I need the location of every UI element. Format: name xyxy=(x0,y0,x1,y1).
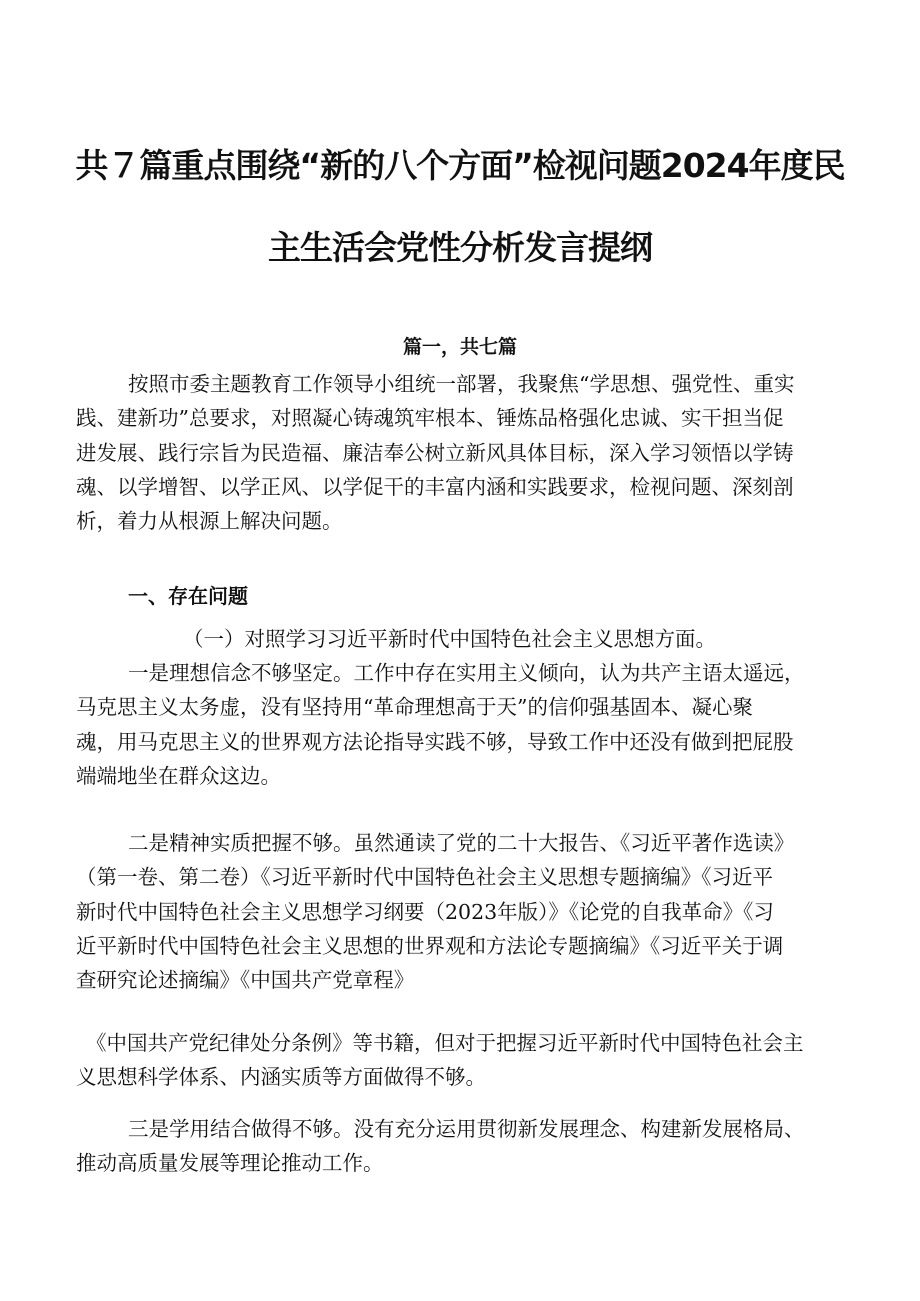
document-title-line-2: 主生活会党性分析发言提纲 xyxy=(268,228,652,267)
paragraph-line: 魂、以学增智、以学正风、以学促干的丰富内涵和实践要求，检视问题、深刻剖 xyxy=(76,474,794,499)
heading-existing-problems: 一、存在问题 xyxy=(128,584,248,608)
paragraph-line: 析，着力从根源上解决问题。 xyxy=(76,509,343,534)
paragraph-1 xyxy=(76,656,848,793)
paragraph-line: 魂，用马克思主义的世界观方法论指导实践不够，导致工作中还没有做到把屁股 xyxy=(76,729,794,754)
section-heading: 篇一，共七篇 xyxy=(402,336,517,358)
paragraph-line: （第一卷、第二卷）《习近平新时代中国特色社会主义思想专题摘编》《习近平 xyxy=(76,865,773,890)
paragraph-line: 进发展、践行宗旨为民造福、廉洁奉公树立新风具体目标，深入学习领悟以学铸 xyxy=(76,440,794,465)
paragraph-line: 查研究论述摘编》《中国共产党章程》 xyxy=(76,968,415,993)
paragraph-line: 新时代中国特色社会主义思想学习纲要（2023年版）》《论党的自我革命》《习 xyxy=(76,899,774,924)
paragraph-line: 三是学用结合做得不够。没有充分运用贯彻新发展理念、构建新发展格局、 xyxy=(128,1117,805,1141)
paragraph-line: 按照市委主题教育工作领导小组统一部署，我聚焦“学思想、强党性、重实 xyxy=(128,372,795,396)
document-title-line-1: 共７篇重点围绕“新的八个方面”检视问题2024年度民 xyxy=(75,146,845,185)
subheading-study: （一）对照学习习近平新时代中国特色社会主义思想方面。 xyxy=(183,627,716,651)
paragraph-line: 端端地坐在群众这边。 xyxy=(76,763,281,788)
paragraph-line: 义思想科学体系、内涵实质等方面做得不够。 xyxy=(76,1065,486,1090)
paragraph-line: 《中国共产党纪律处分条例》等书籍，但对于把握习近平新时代中国特色社会主 xyxy=(86,1031,804,1055)
paragraph-3 xyxy=(76,1112,848,1181)
paragraph-line: 近平新时代中国特色社会主义思想的世界观和方法论专题摘编》《习近平关于调 xyxy=(76,933,784,958)
paragraph-line: 践、建新功”总要求，对照凝心铸魂筑牢根本、锤炼品格强化忠诚、实干担当促 xyxy=(76,406,784,431)
paragraph-line: 推动高质量发展等理论推动工作。 xyxy=(76,1151,384,1176)
intro-paragraph xyxy=(76,367,848,538)
paragraph-2-continued xyxy=(76,1026,866,1095)
paragraph-line: 马克思主义太务虚，没有坚持用“革命理想高于天”的信仰强基固本、凝心聚 xyxy=(76,695,753,720)
paragraph-line: 一是理想信念不够坚定。工作中存在实用主义倾向，认为共产主语太遥远， xyxy=(128,661,805,685)
paragraph-2 xyxy=(76,826,848,997)
paragraph-line: 二是精神实质把握不够。虽然通读了党的二十大报告、《习近平著作选读》 xyxy=(128,831,795,855)
